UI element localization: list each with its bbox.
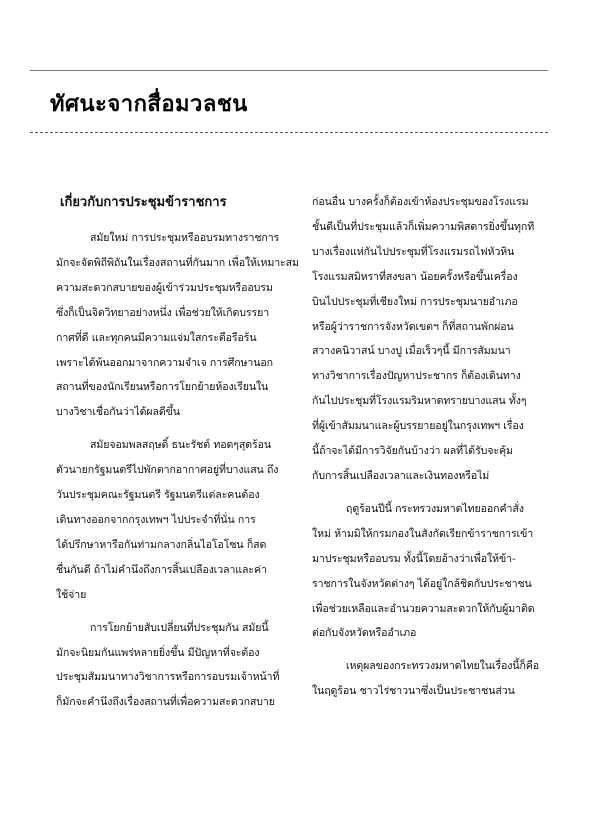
text-line: สวางคนิวาสน์ บางปู เมื่อเร็วๆนี้ มีการสัมมนา <box>312 345 511 358</box>
text-line: ที่ผู้เข้าสัมมนาและผู้บรรยายอยู่ในกรุงเทพฯ เรื่อง <box>312 420 524 433</box>
paragraph <box>312 654 558 704</box>
text-line: กับการสิ้นเปลืองเวลาและเงินทองหรือไม่ <box>312 469 490 482</box>
text-line: ชั้นดีเป็นที่ประชุมแล้วก็เพิ่มความพิสดารยิ่งขึ้นทุกที <box>312 220 535 233</box>
left-column <box>56 190 302 723</box>
text-line: ตัวนายกรัฐมนตรีไปพักตากอากาศอยู่ที่บางแสน ถึง <box>56 464 279 477</box>
text-line: เพื่อช่วยเหลือและอำนวยความสะดวกให้กับผู้มาติด <box>312 602 535 615</box>
top-rule <box>30 70 548 71</box>
text-line: บางวิชาเชื่อกันว่าได้ผลดีขึ้น <box>56 406 180 419</box>
right-column <box>312 190 558 712</box>
text-line: สถานที่ของนักเรียนหรือการโยกย้ายห้องเรียนใน <box>56 381 269 394</box>
section-heading: เกี่ยวกับการประชุมข้าราชการ <box>60 195 227 210</box>
text-line: ในฤดูร้อน ชาวไร่ชาวนาซึ่งเป็นประชาชนส่วน <box>312 685 515 698</box>
text-line: ทางวิชาการเรื่องปัญหาประชากร ก็ต้องเดินทาง <box>312 370 521 383</box>
text-line: ใหม่ ห้ามมิให้กรมกองในสังกัดเรียกข้าราชการเข้า <box>312 527 534 540</box>
title-rule <box>30 132 548 133</box>
page-title: ทัศนะจากสื่อมวลชน <box>50 92 248 117</box>
text-line: มักจะนิยมกันแพร่หลายยิ่งขึ้น มีปัญหาที่จะต้อง <box>56 646 260 659</box>
paragraph <box>312 190 558 489</box>
left-paragraphs <box>56 226 302 715</box>
text-line: กันไปประชุมที่โรงแรมริมหาดทรายบางแสน ทั้งๆ <box>312 395 527 408</box>
text-line: บินไปประชุมที่เชียงใหม่ การประชุมนายอำเภอ <box>312 295 518 308</box>
text-line: มาประชุมหรืออบรม ทั้งนี้โดยอ้างว่าเพื่อให้ข้า- <box>312 552 516 565</box>
text-line: หรือผู้ว่าราชการจังหวัดเขตฯ ก็ที่สถานพักผ่อน <box>312 320 514 333</box>
text-line: ก่อนอื่น บางครั้งก็ต้องเข้าห้องประชุมของโรงแรม <box>312 196 529 208</box>
paragraph <box>56 433 302 607</box>
text-line: มักจะจัดพิถีพิถันในเรื่องสถานที่กันมาก เพื่อให้เหมาะสม <box>56 256 299 269</box>
text-line: บางเรื่องแห่กันไปประชุมที่โรงแรมรถไฟหัวหิน <box>312 245 515 258</box>
paragraph <box>56 616 302 716</box>
text-line: วันประชุมคณะรัฐมนตรี รัฐมนตรีแต่ละคนต้อง <box>56 489 260 502</box>
text-line: การโยกย้ายสับเปลี่ยนที่ประชุมกัน สมัยนี้ <box>90 621 269 634</box>
text-line: ใช้จ่าย <box>56 588 87 601</box>
text-line: โรงแรมสมิหราที่สงขลา น้อยครั้งหรือขึ้นเครื่อง <box>312 270 518 283</box>
text-line: ฤดูร้อนปีนี้ กระทรวงมหาดไทยออกคำสั่ง <box>346 502 524 515</box>
text-line: นี้ถ้าจะได้มีการวิจัยกันบ้างว่า ผลที่ได้รับจะคุ้ม <box>312 445 513 458</box>
text-line: ประชุมสัมมนาทางวิชาการหรือการอบรมเจ้าหน้าที่ <box>56 671 280 684</box>
text-line: สมัยใหม่ การประชุมหรืออบรมทางราชการ <box>90 232 280 244</box>
text-line: เหตุผลของกระทรวงมหาดไทยในเรื่องนี้ก็คือ <box>346 660 540 673</box>
text-line: เดินทางออกจากกรุงเทพฯ ไปประจำที่นั่น การ <box>56 513 256 526</box>
text-line: กาศที่ดี และทุกคนมีความแจ่มใสกระตือรือร้น <box>56 331 257 344</box>
paragraph <box>312 497 558 646</box>
text-line: ชื่นกันดี ถ้าไม่คำนึงถึงการสิ้นเปลืองเวลาและค่า <box>56 563 267 576</box>
text-line: ราชการในจังหวัดต่างๆ ได้อยู่ใกล้ชิดกับประชาชน <box>312 577 532 590</box>
text-line: ก็มักจะคำนึงถึงเรื่องสถานที่เพื่อความสะดวกสบาย <box>56 696 275 709</box>
text-line: สมัยจอมพลสฤษดิ์ ธนะรัชต์ ทอดๆสุดร้อน <box>90 439 271 452</box>
right-paragraphs <box>312 190 558 704</box>
text-line: ความสะดวกสบายของผู้เข้าร่วมประชุมหรืออบรม <box>56 281 273 294</box>
text-line: ซึ่งก็เป็นจิตวิทยาอย่างหนึ่ง เพื่อช่วยให้เกิดบรรยา <box>56 306 270 319</box>
text-line: ได้ปรึกษาหารือกันท่ามกลางกลิ่นไอโอโซน ก็สด <box>56 538 267 551</box>
paragraph <box>56 226 302 425</box>
text-line: ต่อกับจังหวัดหรืออำเภอ <box>312 627 417 640</box>
text-line: เพราะได้พ้นออกมาจากความจำเจ การศึกษานอก <box>56 356 273 369</box>
